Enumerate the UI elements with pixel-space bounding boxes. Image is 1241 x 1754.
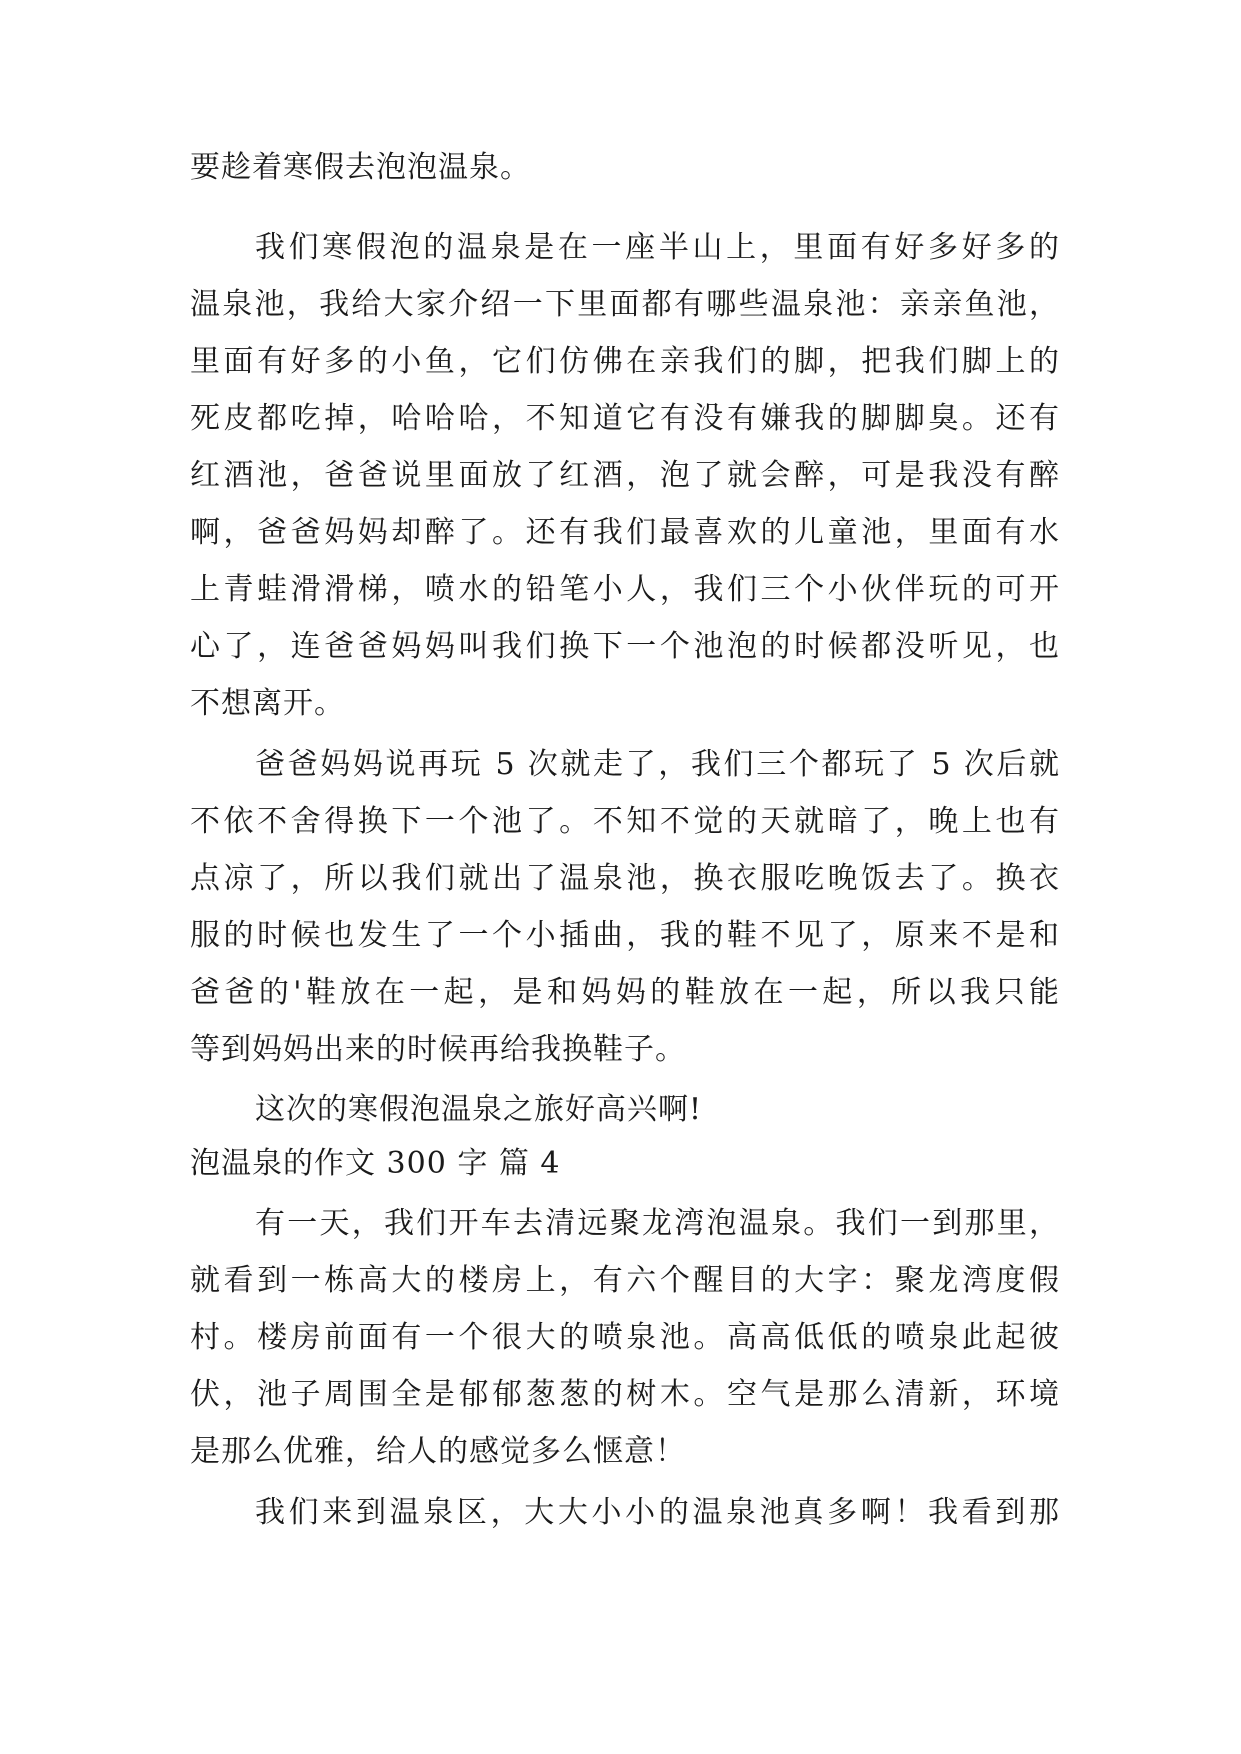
text-line: 村。楼房前面有一个很大的喷泉池。高高低低的喷泉此起彼 [190,1320,1060,1355]
text-line: 温泉池，我给大家介绍一下里面都有哪些温泉池：亲亲鱼池， [190,287,1060,322]
paragraph-first-line: 这次的寒假泡温泉之旅好高兴啊! [255,1092,703,1127]
text-line: 伏，池子周围全是郁郁葱葱的树木。空气是那么清新，环境 [190,1377,1060,1412]
text-line: 不想离开。 [190,686,345,721]
text-line: 点凉了，所以我们就出了温泉池，换衣服吃晚饭去了。换衣 [190,861,1060,896]
text-line: 服的时候也发生了一个小插曲，我的鞋不见了，原来不是和 [190,918,1060,953]
text-line: 爸爸的'鞋放在一起，是和妈妈的鞋放在一起，所以我只能 [190,975,1060,1010]
paragraph-first-line: 我们来到温泉区，大大小小的温泉池真多啊！我看到那 [255,1495,1060,1530]
text-line: 心了，连爸爸妈妈叫我们换下一个池泡的时候都没听见，也 [190,629,1060,664]
paragraph-first-line: 爸爸妈妈说再玩 5 次就走了，我们三个都玩了 5 次后就 [255,747,1060,782]
text-line: 上青蛙滑滑梯，喷水的铅笔小人，我们三个小伙伴玩的可开 [190,572,1060,607]
section-heading: 泡温泉的作文 300 字 篇 4 [190,1146,561,1181]
text-line: 死皮都吃掉，哈哈哈，不知道它有没有嫌我的脚脚臭。还有 [190,401,1060,436]
text-line: 红酒池，爸爸说里面放了红酒，泡了就会醉，可是我没有醉 [190,458,1060,493]
text-line: 等到妈妈出来的时候再给我换鞋子。 [190,1032,686,1067]
paragraph-first-line: 我们寒假泡的温泉是在一座半山上，里面有好多好多的 [255,230,1060,265]
text-line: 啊，爸爸妈妈却醉了。还有我们最喜欢的儿童池，里面有水 [190,515,1060,550]
text-line: 就看到一栋高大的楼房上，有六个醒目的大字：聚龙湾度假 [190,1263,1060,1298]
text-line: 是那么优雅，给人的感觉多么惬意！ [190,1434,686,1469]
text-line: 要趁着寒假去泡泡温泉。 [190,150,531,185]
text-line: 不依不舍得换下一个池了。不知不觉的天就暗了，晚上也有 [190,804,1060,839]
text-line: 里面有好多的小鱼，它们仿佛在亲我们的脚，把我们脚上的 [190,344,1060,379]
paragraph-first-line: 有一天，我们开车去清远聚龙湾泡温泉。我们一到那里， [255,1206,1060,1241]
